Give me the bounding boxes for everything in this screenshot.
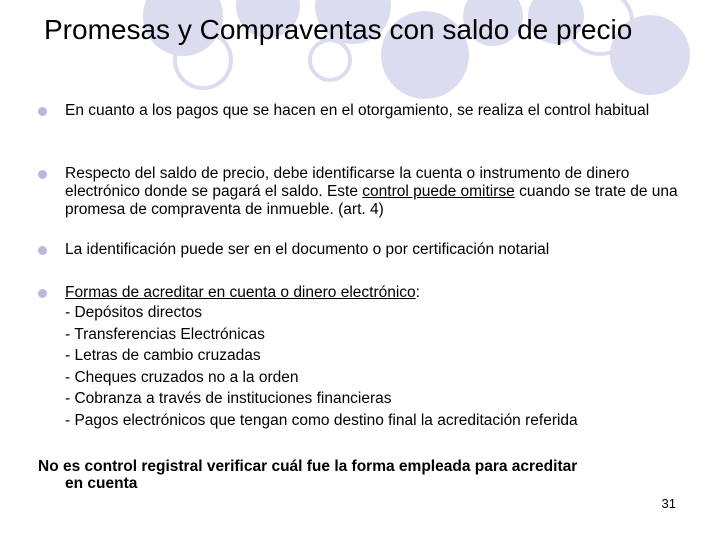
list-item: - Transferencias Electrónicas [65, 325, 265, 343]
bullet-dot-icon [38, 170, 47, 179]
bullet-text-part: : [415, 284, 420, 301]
bullet-item [38, 102, 688, 120]
bullet-text: En cuanto a los pagos que se hacen en el otorgamiento, se realiza el control habitual [65, 102, 650, 119]
bullet-text [65, 165, 688, 219]
list-item: - Cobranza a través de instituciones financieras [65, 390, 392, 407]
list-item: - Cheques cruzados no a la orden [65, 368, 299, 386]
list-item: - Depósitos directos [65, 304, 202, 321]
bullet-dot-icon [38, 289, 47, 298]
bullet-dot-icon [38, 246, 47, 255]
bullet-item [38, 165, 688, 219]
page-number: 31 [661, 496, 676, 511]
footer-line: en cuenta [65, 475, 138, 492]
footer-line: No es control registral verificar cuál fue la forma empleada para acreditar [38, 458, 578, 475]
list-item: - Letras de cambio cruzadas [65, 347, 261, 364]
list-item: - Pagos electrónicos que tengan como destino final la acreditación referida [65, 411, 578, 429]
bullet-item [38, 284, 688, 431]
bullet-text [65, 284, 688, 302]
bullet-text-part: Respecto del saldo de precio, debe identificarse la cuenta o instrumento de dinero electrónico donde se pagará el saldo. Este [65, 165, 630, 200]
payment-methods-list [65, 302, 688, 431]
bullet-text: La identificación puede ser en el documento o por certificación notarial [65, 241, 550, 258]
underlined-phrase: Formas de acreditar en cuenta o dinero electrónico [65, 284, 416, 301]
bullet-item [38, 241, 688, 259]
bullet-text-part: cuando se trate de una promesa de compraventa de inmueble. (art. 4) [65, 183, 678, 218]
slide-title: Promesas y Compraventas con saldo de precio [44, 14, 633, 45]
footer-note [38, 458, 698, 492]
bullet-dot-icon [38, 107, 47, 116]
underlined-phrase: control puede omitirse [362, 183, 515, 200]
